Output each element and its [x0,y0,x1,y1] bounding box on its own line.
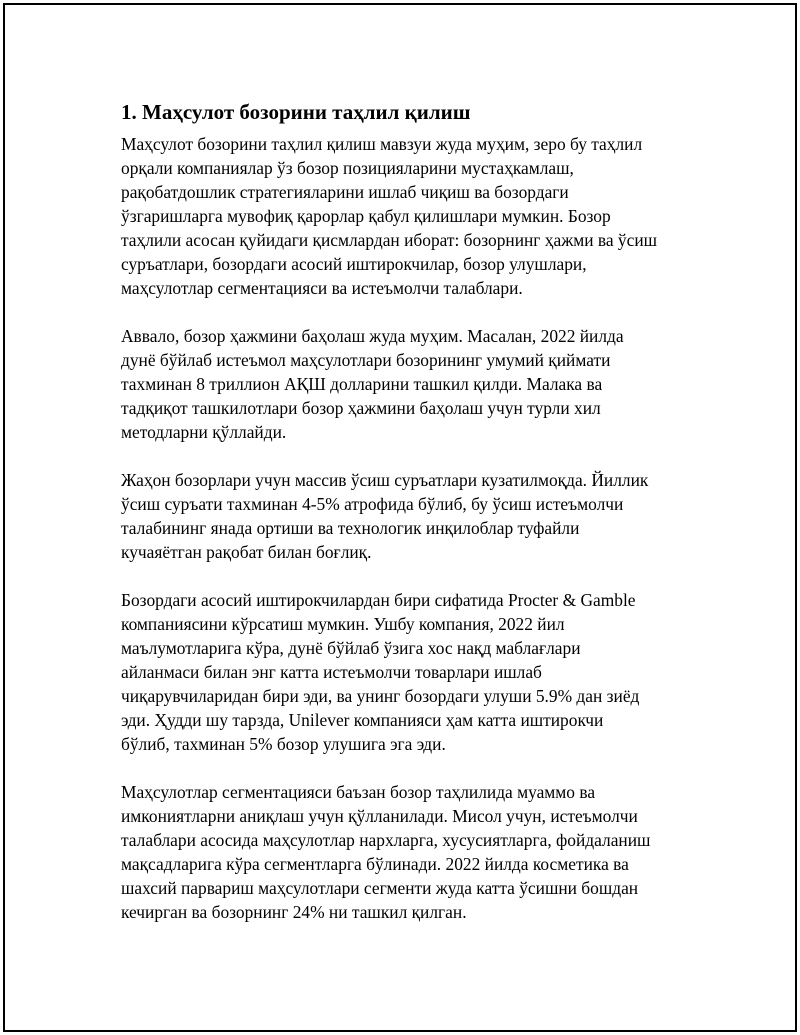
paragraph-key-players: Бозордаги асосий иштирокчилардан бири сифатида Procter & Gamble компаниясини кўрсатиш мумкин. Ушбу компания, 2022 йил маълумотларига кўра, дунё бўйлаб ўзига хос нақд маблағлари айланмаси билан энг катта истеъмолчи товарлари ишлаб чиқарувчиларидан бири эди, ва унинг бозордаги улуши 5.9% дан зиёд эди. Ҳудди шу тарзда, Unilever компанияси ҳам катта иштирокчи бўлиб, тахминан 5% бозор улушига эга эди. [121,590,640,754]
paragraph-growth-rate: Жаҳон бозорлари учун массив ўсиш суръатлари кузатилмоқда. Йиллик ўсиш суръати тахминан 4-5% атрофида бўлиб, бу ўсиш истеъмолчи талабининг янада ортиши ва технологик инқилоблар туфайли кучаяётган рақобат билан боғлиқ. [121,470,649,562]
paragraph-market-size: Аввало, бозор ҳажмини баҳолаш жуда муҳим. Масалан, 2022 йилда дунё бўйлаб истеъмол маҳсулотлари бозорининг умумий қиймати тахминан 8 триллион АҚШ долларини ташкил қилди. Малака ва тадқиқот ташкилотлари бозор ҳажмини баҳолаш учун турли хил методларни қўллайди. [121,326,624,442]
document-body [121,98,699,948]
paragraph-intro: Маҳсулот бозорини таҳлил қилиш мавзуи жуда муҳим, зеро бу таҳлил орқали компаниялар ўз бозор позицияларини мустаҳкамлаш, рақобатдошлик стратегияларини ишлаб чиқиш ва бозордаги ўзгаришларга мувофиқ қарорлар қабул қилишлари мумкин. Бозор таҳлили асосан қуйидаги қисмлардан иборат: бозорнинг ҳажми ва ўсиш суръатлари, бозордаги асосий иштирокчилар, бозор улушлари, маҳсулотлар сегментацияси ва истеъмолчи талаблари. [121,134,658,298]
paragraph-segmentation: Маҳсулотлар сегментацияси баъзан бозор таҳлилида муаммо ва имкониятларни аниқлаш учун қўлланилади. Мисол учун, истеъмолчи талаблари асосида маҳсулотлар нархларга, хусусиятларга, фойдаланиш мақсадларига кўра сегментларга бўлинади. 2022 йилда косметика ва шахсий парвариш маҳсулотлари сегменти жуда катта ўсишни бошдан кечирган ва бозорнинг 24% ни ташкил қилган. [121,782,651,922]
document-page [3,3,797,1032]
section-heading: 1. Маҳсулот бозорини таҳлил қилиш [121,100,471,124]
